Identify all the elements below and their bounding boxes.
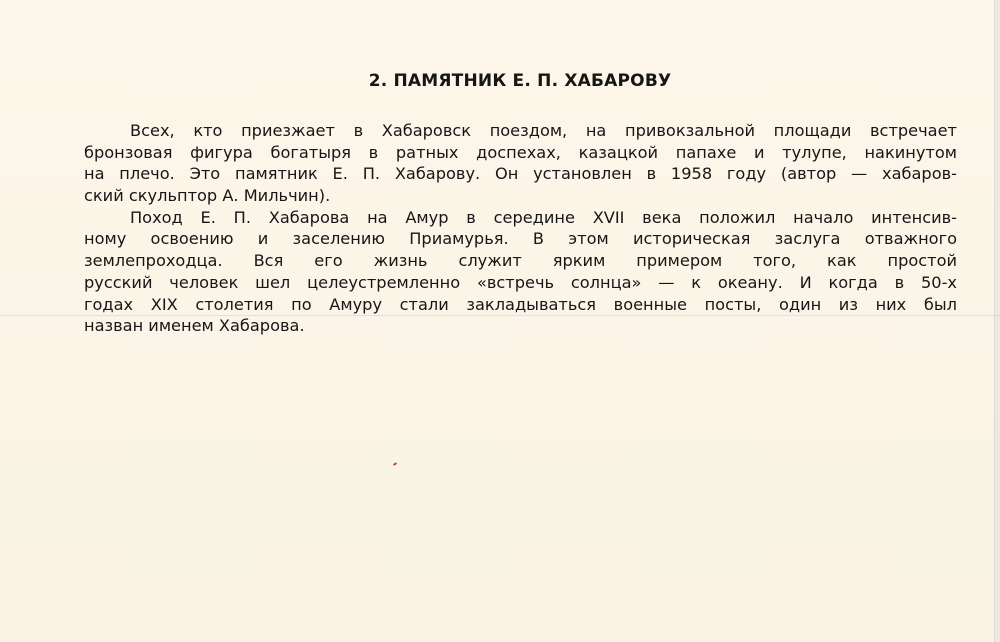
- paragraph-1: [84, 120, 957, 207]
- text-line: годах XIX столетия по Амуру стали закладываться военные посты, один из них был: [84, 294, 957, 314]
- text-line: Всех, кто приезжает в Хабаровск поездом, на привокзальной площади встречает: [130, 121, 957, 140]
- text-line: ному освоению и заселению Приамурья. В этом историческая заслуга отважного: [84, 229, 957, 249]
- text-line: бронзовая фигура богатыря в ратных доспехах, казацкой папахе и тулупе, накинутом: [84, 142, 957, 162]
- text-line: ский скульптор А. Мильчин).: [84, 186, 331, 206]
- page-title: 2. ПАМЯТНИК Е. П. ХАБАРОВУ: [368, 71, 672, 91]
- text-line: русский человек шел целеустремленно «встречь солнца» — к океану. И когда в 50-х: [84, 272, 957, 292]
- page-edge: [994, 0, 1000, 642]
- text-line: Поход Е. П. Хабарова на Амур в середине XVII века положил начало интенсив-: [130, 207, 957, 227]
- body-text: [84, 120, 957, 337]
- text-line: назван именем Хабарова.: [84, 316, 305, 336]
- paragraph-2: [84, 207, 957, 337]
- text-line: землепроходца. Вся его жизнь служит ярким примером того, как простой: [84, 251, 957, 271]
- text-line: на плечо. Это памятник Е. П. Хабарову. Он установлен в 1958 году (автор — хабаров-: [84, 164, 957, 184]
